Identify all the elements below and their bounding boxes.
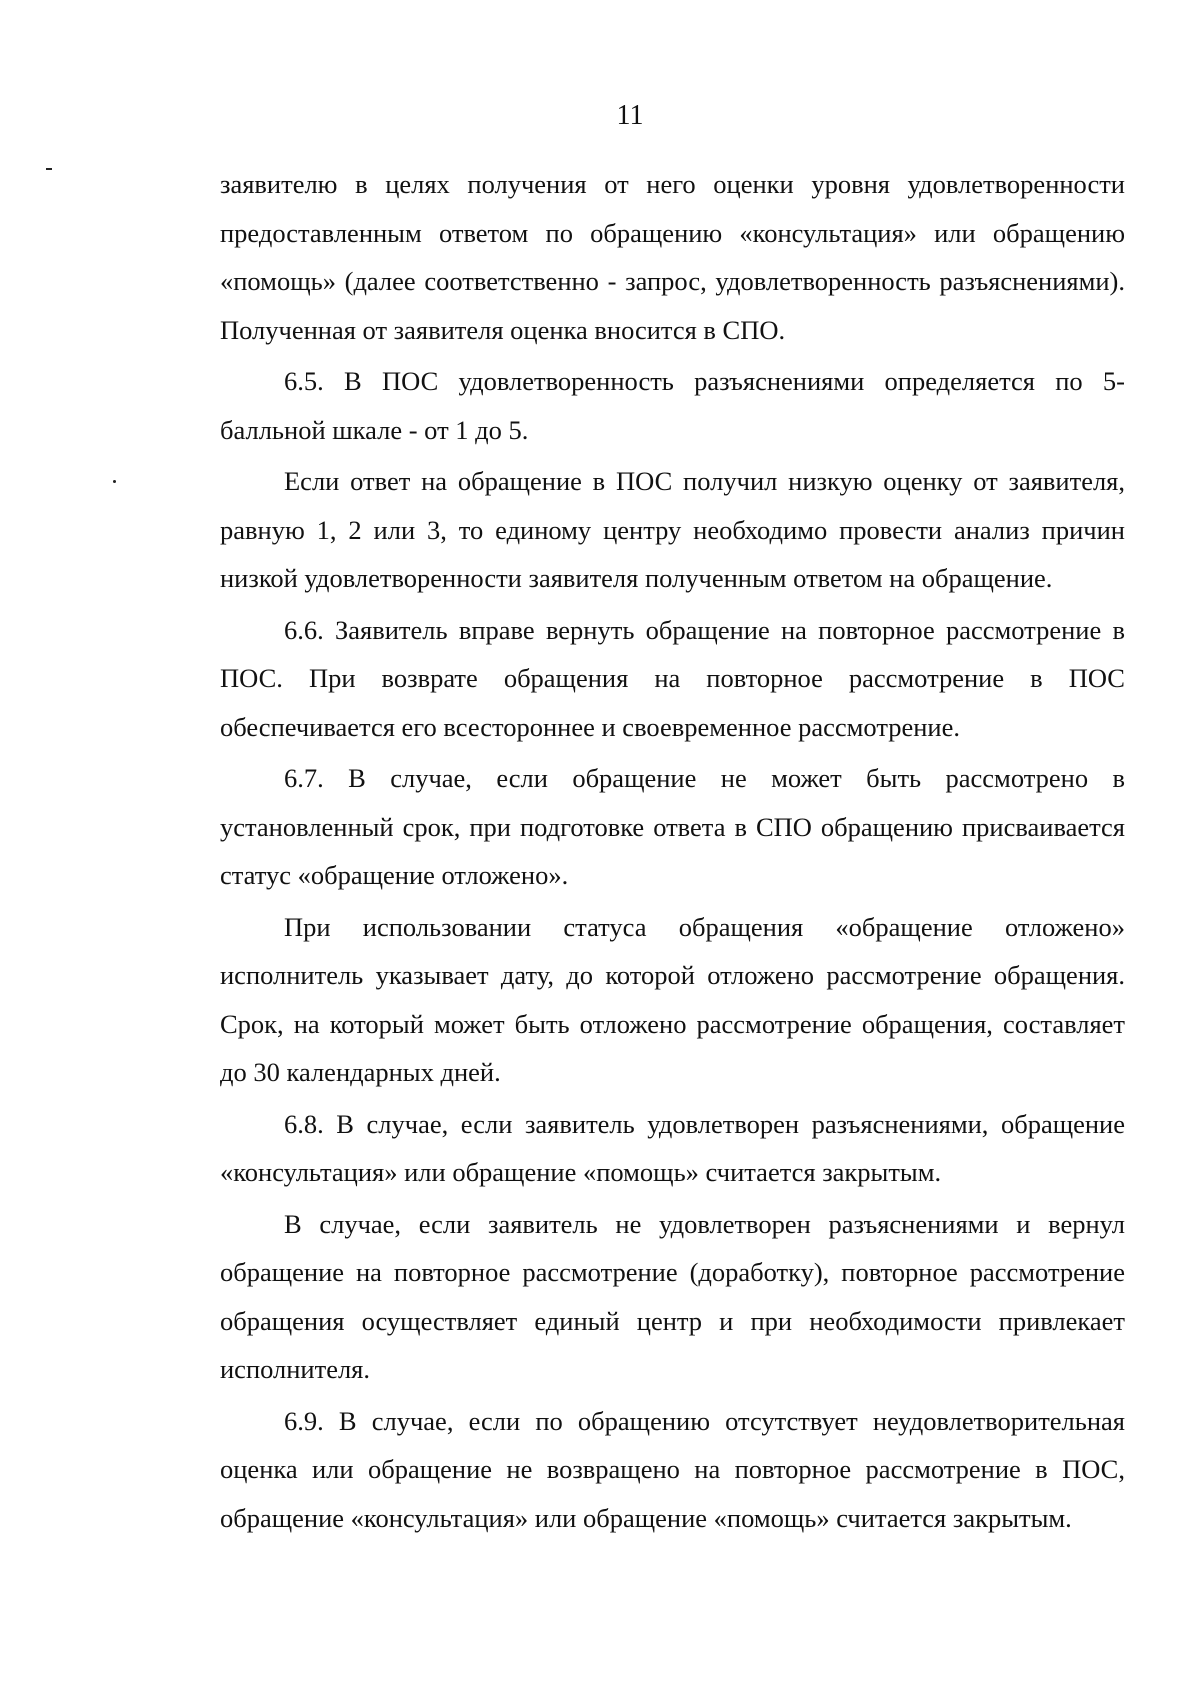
paragraph-6-6: 6.6. Заявитель вправе вернуть обращение на повторное рассмотрение в ПОС. При возврате обращения на повторное рассмотрение в ПОС обеспечивается его всестороннее и своевременное рассмотрение. [220, 614, 1125, 742]
paragraph-6-7: 6.7. В случае, если обращение не может быть рассмотрено в установленный срок, при подготовке ответа в СПО обращению присваивается статус «обращение отложено». [220, 763, 1125, 890]
paragraph-6-9: 6.9. В случае, если по обращению отсутствует неудовлетворительная оценка или обращение не возвращено на повторное рассмотрение в ПОС, обращение «консультация» или обращение «помощь» считается закрытым. [220, 1405, 1125, 1533]
page-number: 11 [616, 100, 644, 131]
paragraph-low-rating: Если ответ на обращение в ПОС получил низкую оценку от заявителя, равную 1, 2 или 3, то единому центру необходимо провести анализ причин низкой удовлетворенности заявителя полученным ответом на обращение. [220, 466, 1125, 593]
paragraph-not-satisfied: В случае, если заявитель не удовлетворен разъяснениями и вернул обращение на повторное рассмотрение (доработку), повторное рассмотрение обращения осуществляет единый центр и при необходимости привлекает исполнителя. [220, 1208, 1125, 1384]
paragraph-continuation: заявителю в целях получения от него оценки уровня удовлетворенности предоставленным ответом по обращению «консультация» или обращению «помощь» (далее соответственно - запрос, удовлетворенность разъяснениями). Полученная от заявителя оценка вносится в СПО. [220, 169, 1125, 345]
document-body [220, 160, 1125, 1542]
scan-mark [113, 480, 116, 483]
scan-mark [46, 168, 52, 170]
paragraph-6-8: 6.8. В случае, если заявитель удовлетворен разъяснениями, обращение «консультация» или обращение «помощь» считается закрытым. [220, 1108, 1125, 1187]
paragraph-6-5: 6.5. В ПОС удовлетворенность разъяснениями определяется по 5-балльной шкале - от 1 до 5. [220, 366, 1125, 445]
paragraph-postponed-status: При использовании статуса обращения «обращение отложено» исполнитель указывает дату, до которой отложено рассмотрение обращения. Срок, на который может быть отложено рассмотрение обращения, составляет до 30 календарных дней. [220, 911, 1125, 1087]
